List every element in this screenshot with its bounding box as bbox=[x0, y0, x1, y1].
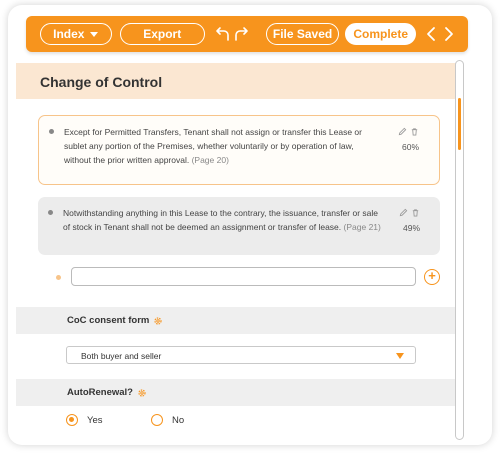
index-label: Index bbox=[53, 27, 85, 41]
radio-yes[interactable] bbox=[66, 414, 78, 426]
clause-text bbox=[63, 206, 381, 234]
section-title: Change of Control bbox=[40, 74, 163, 90]
undo-icon[interactable] bbox=[215, 26, 231, 42]
clause-tools bbox=[399, 208, 420, 217]
clause-card[interactable] bbox=[38, 197, 440, 255]
bullet bbox=[48, 210, 53, 215]
gear-icon[interactable] bbox=[137, 388, 147, 398]
dropdown-arrow-icon bbox=[396, 353, 404, 359]
export-button[interactable] bbox=[120, 23, 205, 45]
clause-card[interactable] bbox=[38, 115, 440, 185]
complete-button[interactable] bbox=[345, 23, 416, 45]
auto-renewal-no[interactable] bbox=[151, 414, 184, 426]
undo-redo-group bbox=[215, 26, 249, 42]
chevron-right-icon[interactable] bbox=[442, 26, 456, 42]
plus-circle-icon[interactable]: + bbox=[424, 269, 440, 285]
coc-consent-header bbox=[16, 307, 462, 334]
clause-body: Notwithstanding anything in this Lease to the contrary, the issuance, transfer or sale of stock in Tenant shall not be deemed an assignment or transfer of lease. bbox=[63, 208, 378, 232]
clause-page-ref: (Page 20) bbox=[191, 155, 229, 165]
toolbar bbox=[26, 16, 468, 52]
scrollbar[interactable] bbox=[455, 60, 464, 440]
radio-no[interactable] bbox=[151, 414, 163, 426]
radio-yes-label: Yes bbox=[87, 414, 103, 426]
new-clause-input[interactable] bbox=[71, 267, 416, 286]
coc-consent-label-text: CoC consent form bbox=[67, 315, 150, 326]
clause-text bbox=[64, 125, 382, 167]
content-panel bbox=[16, 63, 462, 440]
caret-down-icon bbox=[90, 32, 98, 37]
bullet bbox=[49, 129, 54, 134]
redo-icon[interactable] bbox=[233, 26, 249, 42]
clause-tools bbox=[398, 127, 419, 136]
confidence-score: 60% bbox=[401, 142, 419, 152]
edit-icon[interactable] bbox=[399, 208, 408, 217]
bullet bbox=[56, 275, 61, 280]
file-saved-label: File Saved bbox=[272, 27, 333, 41]
scrollbar-thumb[interactable] bbox=[458, 98, 461, 150]
index-dropdown[interactable] bbox=[40, 23, 112, 45]
gear-icon[interactable] bbox=[153, 316, 163, 326]
auto-renewal-label bbox=[67, 387, 147, 398]
chevron-left-icon[interactable] bbox=[424, 26, 438, 42]
clause-body: Except for Permitted Transfers, Tenant shall not assign or transfer this Lease or sublet any portion of the Premises, whether voluntarily or by operation of law, without the prior written approval. bbox=[64, 127, 362, 165]
auto-renewal-header bbox=[16, 379, 462, 406]
confidence-score: 49% bbox=[402, 223, 420, 233]
auto-renewal-yes[interactable] bbox=[66, 414, 103, 426]
coc-consent-select[interactable] bbox=[66, 346, 416, 364]
radio-no-label: No bbox=[172, 414, 185, 426]
clause-page-ref: (Page 21) bbox=[343, 222, 381, 232]
complete-label: Complete bbox=[353, 27, 409, 41]
section-header bbox=[16, 63, 462, 99]
coc-consent-label bbox=[67, 315, 163, 326]
trash-icon[interactable] bbox=[411, 208, 420, 217]
nav-arrows bbox=[424, 26, 456, 42]
export-label: Export bbox=[143, 27, 182, 41]
auto-renewal-label-text: AutoRenewal? bbox=[67, 387, 133, 398]
file-saved-button[interactable] bbox=[266, 23, 340, 45]
edit-icon[interactable] bbox=[398, 127, 407, 136]
coc-consent-value: Both buyer and seller bbox=[81, 351, 162, 361]
trash-icon[interactable] bbox=[410, 127, 419, 136]
